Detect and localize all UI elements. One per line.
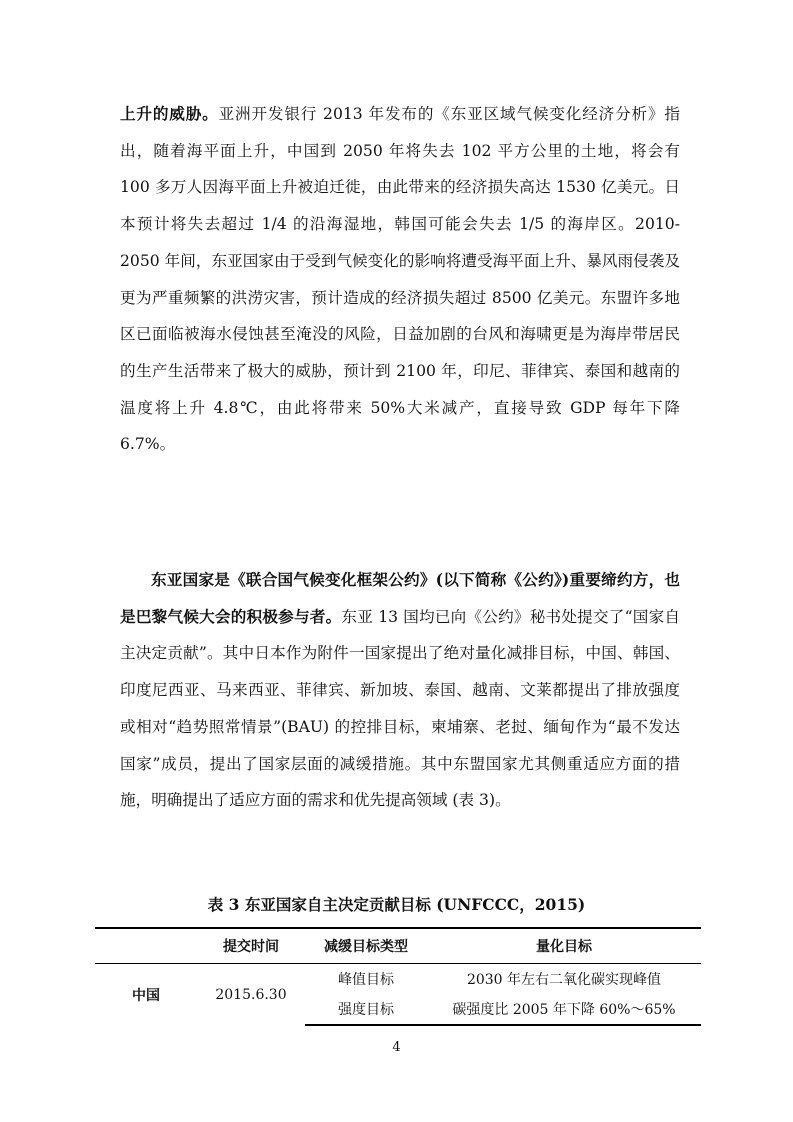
ndc-table xyxy=(95,927,701,1026)
header-country xyxy=(95,928,197,964)
paragraph-1-lead: 上升的威胁。 xyxy=(120,104,219,123)
paragraph-1-body: 亚洲开发银行 2013 年发布的《东亚区域气候变化经济分析》指出，随着海平面上升，中国到 2050 年将失去 102 平方公里的土地，将会有 100 多万人因海平面上升被迫迁徙，由此带来的经济损失高达 1530 亿美元。日本预计将失去超过 1/4 的沿海湿地，韩国可能会失去 1/5 的海岸区。2010-2050 年间，东亚国家由于受到气候变化的影响将遭受海平面上升、暴风雨侵袭及更为严重频繁的洪涝灾害，预计造成的经济损失超过 8500 亿美元。东盟许多地区已面临被海水侵蚀甚至淹没的风险，日益加剧的台风和海啸更是为海岸带居民的生产生活带来了极大的威胁，预计到 2100 年，印尼、菲律宾、泰国和越南的温度将上升 4.8℃，由此将带来 50%大米减产，直接导致 GDP 每年下降 6.7%。 xyxy=(120,105,680,454)
table-cell-target: 2030 年左右二氧化碳实现峰值 xyxy=(466,972,662,988)
header-quantified-target: 量化目标 xyxy=(427,928,701,964)
table-cell-date: 2015.6.30 xyxy=(215,986,287,1003)
header-submission-date: 提交时间 xyxy=(197,928,305,964)
table-header-row xyxy=(95,928,701,964)
paragraph-2-lead: 东亚国家是《联合国气候变化框架公约》(以下简称《公约》)重要缔约方，也是巴黎气候大会的积极参与者。 xyxy=(120,570,680,626)
page-number: 4 xyxy=(392,1040,401,1055)
table-cell-target: 碳强度比 2005 年下降 60%～65% xyxy=(427,994,701,1025)
table-cell-type: 强度目标 xyxy=(305,994,427,1025)
table-title: 表 3 东亚国家自主决定贡献目标 (UNFCCC，2015) xyxy=(207,895,586,914)
table-cell-type: 峰值目标 xyxy=(338,972,394,988)
header-target-type: 减缓目标类型 xyxy=(305,928,427,964)
paragraph-2-body: 东亚 13 国均已向《公约》秘书处提交了“国家自主决定贡献”。其中日本作为附件一国家提出了绝对量化减排目标，中国、韩国、印度尼西亚、马来西亚、菲律宾、新加坡、泰国、越南、文莱都提出了排放强度或相对“趋势照常情景”(BAU) 的控排目标，柬埔寨、老挝、缅甸作为“最不发达国家”成员，提出了国家层面的减缓措施。其中东盟国家尤其侧重适应方面的措施，明确提出了适应方面的需求和优先提高领域 (表 3)。 xyxy=(120,607,680,810)
table-row xyxy=(95,964,701,995)
paragraph-1 xyxy=(120,96,680,463)
table-cell-country: 中国 xyxy=(132,987,160,1004)
paragraph-2 xyxy=(120,562,680,819)
